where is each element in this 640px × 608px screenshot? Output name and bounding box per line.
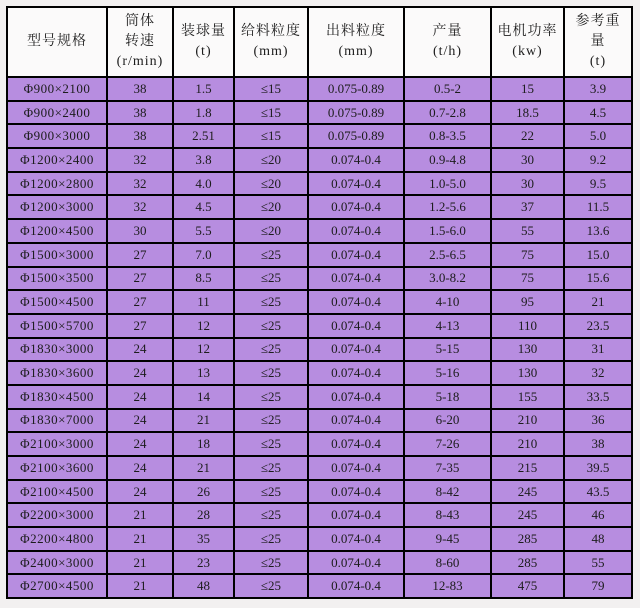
cell-motor-power: 15 bbox=[491, 77, 564, 101]
cell-feed-size: ≤25 bbox=[234, 267, 308, 291]
cell-model: Φ1830×4500 bbox=[7, 385, 107, 409]
cell-discharge-size: 0.074-0.4 bbox=[308, 267, 404, 291]
table-row bbox=[7, 551, 632, 575]
cell-motor-power: 18.5 bbox=[491, 101, 564, 125]
cell-discharge-size: 0.074-0.4 bbox=[308, 290, 404, 314]
cell-discharge-size: 0.074-0.4 bbox=[308, 432, 404, 456]
table-row bbox=[7, 124, 632, 148]
cell-model: Φ900×2400 bbox=[7, 101, 107, 125]
cell-motor-power: 37 bbox=[491, 195, 564, 219]
column-header-line: 装球量 bbox=[181, 23, 226, 39]
cell-feed-size: ≤25 bbox=[234, 314, 308, 338]
cell-speed: 38 bbox=[107, 101, 173, 125]
cell-model: Φ1200×4500 bbox=[7, 219, 107, 243]
table-row bbox=[7, 148, 632, 172]
cell-discharge-size: 0.074-0.4 bbox=[308, 314, 404, 338]
column-header-line: 量 bbox=[590, 33, 606, 49]
cell-discharge-size: 0.074-0.4 bbox=[308, 361, 404, 385]
cell-ball-load: 5.5 bbox=[173, 219, 234, 243]
spec-table bbox=[6, 6, 633, 599]
cell-capacity: 2.5-6.5 bbox=[404, 243, 491, 267]
cell-model: Φ2700×4500 bbox=[7, 574, 107, 598]
cell-discharge-size: 0.075-0.89 bbox=[308, 124, 404, 148]
cell-ball-load: 21 bbox=[173, 409, 234, 433]
cell-ball-load: 23 bbox=[173, 551, 234, 575]
cell-feed-size: ≤25 bbox=[234, 361, 308, 385]
cell-speed: 24 bbox=[107, 385, 173, 409]
column-header-line: (t) bbox=[589, 54, 607, 70]
cell-feed-size: ≤25 bbox=[234, 503, 308, 527]
cell-motor-power: 130 bbox=[491, 338, 564, 362]
table-row bbox=[7, 243, 632, 267]
cell-capacity: 3.0-8.2 bbox=[404, 267, 491, 291]
column-header-line: (mm) bbox=[338, 44, 374, 59]
cell-model: Φ900×3000 bbox=[7, 124, 107, 148]
cell-model: Φ1500×3500 bbox=[7, 267, 107, 291]
table-row bbox=[7, 480, 632, 504]
cell-speed: 21 bbox=[107, 503, 173, 527]
cell-discharge-size: 0.074-0.4 bbox=[308, 480, 404, 504]
cell-model: Φ1830×7000 bbox=[7, 409, 107, 433]
column-header-line: 转速 bbox=[125, 33, 155, 49]
cell-discharge-size: 0.074-0.4 bbox=[308, 551, 404, 575]
cell-model: Φ1830×3600 bbox=[7, 361, 107, 385]
cell-capacity: 8-42 bbox=[404, 480, 491, 504]
cell-motor-power: 95 bbox=[491, 290, 564, 314]
cell-capacity: 1.2-5.6 bbox=[404, 195, 491, 219]
cell-weight: 9.5 bbox=[564, 172, 632, 196]
cell-speed: 30 bbox=[107, 219, 173, 243]
table-row bbox=[7, 195, 632, 219]
cell-model: Φ2100×4500 bbox=[7, 480, 107, 504]
cell-feed-size: ≤25 bbox=[234, 527, 308, 551]
table-row bbox=[7, 172, 632, 196]
cell-weight: 33.5 bbox=[564, 385, 632, 409]
cell-capacity: 4-13 bbox=[404, 314, 491, 338]
cell-ball-load: 35 bbox=[173, 527, 234, 551]
cell-feed-size: ≤25 bbox=[234, 338, 308, 362]
cell-speed: 27 bbox=[107, 243, 173, 267]
cell-capacity: 5-15 bbox=[404, 338, 491, 362]
cell-discharge-size: 0.074-0.4 bbox=[308, 385, 404, 409]
cell-discharge-size: 0.074-0.4 bbox=[308, 219, 404, 243]
cell-speed: 24 bbox=[107, 361, 173, 385]
cell-ball-load: 21 bbox=[173, 456, 234, 480]
cell-weight: 55 bbox=[564, 551, 632, 575]
column-header-line: (t/h) bbox=[432, 44, 463, 59]
cell-discharge-size: 0.074-0.4 bbox=[308, 148, 404, 172]
cell-motor-power: 155 bbox=[491, 385, 564, 409]
table-row bbox=[7, 101, 632, 125]
cell-motor-power: 30 bbox=[491, 172, 564, 196]
cell-motor-power: 130 bbox=[491, 361, 564, 385]
column-header-feed-size bbox=[234, 7, 308, 77]
cell-speed: 27 bbox=[107, 290, 173, 314]
cell-capacity: 5-16 bbox=[404, 361, 491, 385]
column-header-line: 出料粒度 bbox=[326, 23, 386, 39]
cell-discharge-size: 0.075-0.89 bbox=[308, 77, 404, 101]
cell-discharge-size: 0.074-0.4 bbox=[308, 338, 404, 362]
spec-table-body bbox=[7, 77, 632, 598]
cell-weight: 46 bbox=[564, 503, 632, 527]
cell-model: Φ1500×5700 bbox=[7, 314, 107, 338]
cell-model: Φ900×2100 bbox=[7, 77, 107, 101]
cell-ball-load: 13 bbox=[173, 361, 234, 385]
cell-speed: 24 bbox=[107, 432, 173, 456]
cell-model: Φ1500×3000 bbox=[7, 243, 107, 267]
cell-weight: 23.5 bbox=[564, 314, 632, 338]
cell-capacity: 0.7-2.8 bbox=[404, 101, 491, 125]
cell-capacity: 5-18 bbox=[404, 385, 491, 409]
cell-motor-power: 245 bbox=[491, 480, 564, 504]
cell-feed-size: ≤15 bbox=[234, 124, 308, 148]
cell-ball-load: 3.8 bbox=[173, 148, 234, 172]
cell-motor-power: 285 bbox=[491, 527, 564, 551]
cell-discharge-size: 0.074-0.4 bbox=[308, 243, 404, 267]
table-row bbox=[7, 574, 632, 598]
cell-capacity: 0.9-4.8 bbox=[404, 148, 491, 172]
table-row bbox=[7, 338, 632, 362]
cell-ball-load: 11 bbox=[173, 290, 234, 314]
cell-weight: 79 bbox=[564, 574, 632, 598]
column-header-line: 电机功率 bbox=[497, 23, 558, 39]
cell-weight: 43.5 bbox=[564, 480, 632, 504]
cell-speed: 38 bbox=[107, 77, 173, 101]
cell-speed: 24 bbox=[107, 409, 173, 433]
cell-capacity: 7-26 bbox=[404, 432, 491, 456]
cell-capacity: 12-83 bbox=[404, 574, 491, 598]
cell-capacity: 8-43 bbox=[404, 503, 491, 527]
cell-weight: 21 bbox=[564, 290, 632, 314]
table-row bbox=[7, 409, 632, 433]
cell-weight: 4.5 bbox=[564, 101, 632, 125]
cell-ball-load: 18 bbox=[173, 432, 234, 456]
cell-weight: 13.6 bbox=[564, 219, 632, 243]
cell-motor-power: 245 bbox=[491, 503, 564, 527]
cell-speed: 32 bbox=[107, 195, 173, 219]
cell-speed: 24 bbox=[107, 456, 173, 480]
cell-feed-size: ≤25 bbox=[234, 290, 308, 314]
cell-ball-load: 7.0 bbox=[173, 243, 234, 267]
cell-ball-load: 12 bbox=[173, 314, 234, 338]
cell-weight: 5.0 bbox=[564, 124, 632, 148]
table-row bbox=[7, 503, 632, 527]
table-row bbox=[7, 527, 632, 551]
table-row bbox=[7, 267, 632, 291]
cell-motor-power: 110 bbox=[491, 314, 564, 338]
cell-model: Φ1200×2400 bbox=[7, 148, 107, 172]
column-header-line: (t) bbox=[195, 44, 212, 59]
table-row bbox=[7, 77, 632, 101]
table-row bbox=[7, 314, 632, 338]
cell-weight: 31 bbox=[564, 338, 632, 362]
cell-model: Φ1500×4500 bbox=[7, 290, 107, 314]
cell-capacity: 1.5-6.0 bbox=[404, 219, 491, 243]
cell-feed-size: ≤25 bbox=[234, 243, 308, 267]
cell-model: Φ2100×3600 bbox=[7, 456, 107, 480]
cell-model: Φ1200×2800 bbox=[7, 172, 107, 196]
cell-ball-load: 4.5 bbox=[173, 195, 234, 219]
column-header-weight bbox=[564, 7, 632, 77]
column-header-line: 产量 bbox=[432, 23, 463, 39]
cell-discharge-size: 0.074-0.4 bbox=[308, 172, 404, 196]
cell-ball-load: 4.0 bbox=[173, 172, 234, 196]
cell-speed: 24 bbox=[107, 338, 173, 362]
cell-feed-size: ≤15 bbox=[234, 77, 308, 101]
cell-discharge-size: 0.074-0.4 bbox=[308, 456, 404, 480]
cell-feed-size: ≤25 bbox=[234, 574, 308, 598]
cell-model: Φ1830×3000 bbox=[7, 338, 107, 362]
column-header-line: (mm) bbox=[253, 44, 289, 59]
cell-discharge-size: 0.075-0.89 bbox=[308, 101, 404, 125]
cell-motor-power: 215 bbox=[491, 456, 564, 480]
cell-speed: 27 bbox=[107, 267, 173, 291]
cell-model: Φ2200×3000 bbox=[7, 503, 107, 527]
cell-feed-size: ≤25 bbox=[234, 551, 308, 575]
cell-speed: 21 bbox=[107, 551, 173, 575]
cell-weight: 11.5 bbox=[564, 195, 632, 219]
cell-weight: 36 bbox=[564, 409, 632, 433]
cell-capacity: 7-35 bbox=[404, 456, 491, 480]
column-header-line: 给料粒度 bbox=[241, 23, 301, 39]
cell-ball-load: 14 bbox=[173, 385, 234, 409]
cell-motor-power: 285 bbox=[491, 551, 564, 575]
column-header-line: 型号规格 bbox=[27, 33, 87, 49]
column-header-motor-power bbox=[491, 7, 564, 77]
cell-motor-power: 210 bbox=[491, 409, 564, 433]
spec-table-header bbox=[7, 7, 632, 77]
cell-speed: 32 bbox=[107, 148, 173, 172]
cell-weight: 38 bbox=[564, 432, 632, 456]
cell-ball-load: 48 bbox=[173, 574, 234, 598]
cell-feed-size: ≤20 bbox=[234, 219, 308, 243]
cell-ball-load: 28 bbox=[173, 503, 234, 527]
cell-ball-load: 26 bbox=[173, 480, 234, 504]
table-row bbox=[7, 361, 632, 385]
column-header-speed bbox=[107, 7, 173, 77]
cell-discharge-size: 0.074-0.4 bbox=[308, 409, 404, 433]
cell-motor-power: 75 bbox=[491, 243, 564, 267]
cell-feed-size: ≤25 bbox=[234, 480, 308, 504]
cell-weight: 32 bbox=[564, 361, 632, 385]
cell-weight: 9.2 bbox=[564, 148, 632, 172]
cell-discharge-size: 0.074-0.4 bbox=[308, 195, 404, 219]
cell-motor-power: 210 bbox=[491, 432, 564, 456]
cell-capacity: 1.0-5.0 bbox=[404, 172, 491, 196]
column-header-line: 筒体 bbox=[125, 13, 155, 29]
cell-weight: 3.9 bbox=[564, 77, 632, 101]
cell-feed-size: ≤25 bbox=[234, 456, 308, 480]
cell-discharge-size: 0.074-0.4 bbox=[308, 574, 404, 598]
cell-capacity: 0.8-3.5 bbox=[404, 124, 491, 148]
cell-capacity: 0.5-2 bbox=[404, 77, 491, 101]
cell-motor-power: 75 bbox=[491, 267, 564, 291]
cell-feed-size: ≤20 bbox=[234, 148, 308, 172]
table-row bbox=[7, 385, 632, 409]
cell-ball-load: 1.8 bbox=[173, 101, 234, 125]
column-header-model bbox=[7, 7, 107, 77]
cell-model: Φ2200×4800 bbox=[7, 527, 107, 551]
cell-motor-power: 30 bbox=[491, 148, 564, 172]
cell-speed: 21 bbox=[107, 527, 173, 551]
cell-weight: 39.5 bbox=[564, 456, 632, 480]
table-row bbox=[7, 432, 632, 456]
cell-speed: 38 bbox=[107, 124, 173, 148]
cell-model: Φ2400×3000 bbox=[7, 551, 107, 575]
cell-discharge-size: 0.074-0.4 bbox=[308, 503, 404, 527]
cell-feed-size: ≤20 bbox=[234, 172, 308, 196]
cell-capacity: 6-20 bbox=[404, 409, 491, 433]
cell-motor-power: 475 bbox=[491, 574, 564, 598]
cell-capacity: 8-60 bbox=[404, 551, 491, 575]
cell-feed-size: ≤15 bbox=[234, 101, 308, 125]
column-header-ball-load bbox=[173, 7, 234, 77]
cell-weight: 48 bbox=[564, 527, 632, 551]
cell-model: Φ2100×3000 bbox=[7, 432, 107, 456]
cell-weight: 15.0 bbox=[564, 243, 632, 267]
column-header-discharge-size bbox=[308, 7, 404, 77]
cell-model: Φ1200×3000 bbox=[7, 195, 107, 219]
header-row bbox=[7, 7, 632, 77]
table-row bbox=[7, 219, 632, 243]
cell-motor-power: 22 bbox=[491, 124, 564, 148]
cell-weight: 15.6 bbox=[564, 267, 632, 291]
column-header-line: (kw) bbox=[512, 44, 543, 59]
cell-motor-power: 55 bbox=[491, 219, 564, 243]
cell-ball-load: 8.5 bbox=[173, 267, 234, 291]
cell-feed-size: ≤25 bbox=[234, 409, 308, 433]
cell-speed: 32 bbox=[107, 172, 173, 196]
cell-speed: 24 bbox=[107, 480, 173, 504]
column-header-line: 参考重 bbox=[575, 13, 621, 29]
column-header-capacity bbox=[404, 7, 491, 77]
cell-speed: 21 bbox=[107, 574, 173, 598]
table-row bbox=[7, 290, 632, 314]
cell-speed: 27 bbox=[107, 314, 173, 338]
table-row bbox=[7, 456, 632, 480]
cell-ball-load: 12 bbox=[173, 338, 234, 362]
column-header-line: (r/min) bbox=[116, 54, 164, 70]
cell-capacity: 9-45 bbox=[404, 527, 491, 551]
cell-ball-load: 2.51 bbox=[173, 124, 234, 148]
cell-feed-size: ≤25 bbox=[234, 385, 308, 409]
cell-discharge-size: 0.074-0.4 bbox=[308, 527, 404, 551]
cell-feed-size: ≤20 bbox=[234, 195, 308, 219]
cell-ball-load: 1.5 bbox=[173, 77, 234, 101]
cell-capacity: 4-10 bbox=[404, 290, 491, 314]
cell-feed-size: ≤25 bbox=[234, 432, 308, 456]
